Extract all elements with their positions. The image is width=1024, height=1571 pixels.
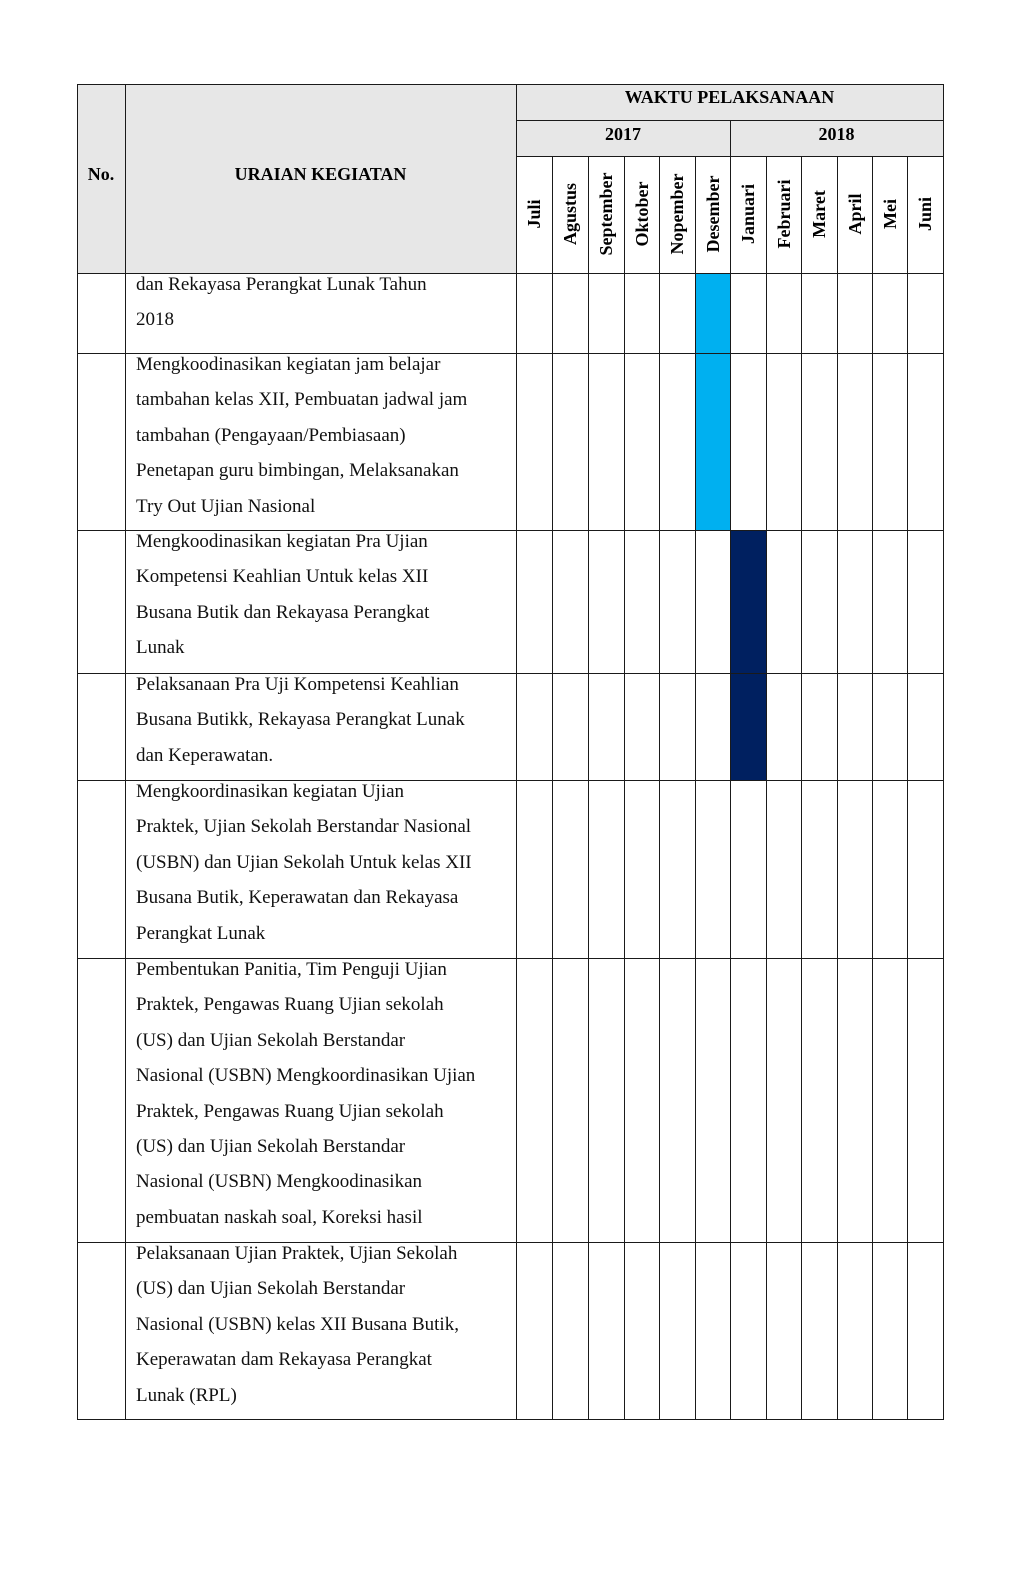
activity-description-line: Praktek, Pengawas Ruang Ujian sekolah — [136, 1100, 444, 1122]
activity-description-line: Lunak — [136, 637, 185, 659]
activity-description-line: Kompetensi Keahlian Untuk kelas XII — [136, 566, 429, 588]
gridline-vertical — [624, 156, 625, 1420]
activity-description-line: Pelaksanaan Pra Uji Kompetensi Keahlian — [136, 674, 459, 695]
schedule-cell-filled — [730, 530, 766, 673]
activity-description-line: Busana Butik, Keperawatan dan Rekayasa — [136, 887, 459, 909]
activity-description — [136, 774, 472, 951]
header-year-2017: 2017 — [605, 124, 641, 144]
gridline-vertical — [730, 120, 731, 1420]
activity-description — [136, 952, 475, 1235]
gridline-vertical — [907, 156, 908, 1420]
activity-description-line: tambahan kelas XII, Pembuatan jadwal jam — [136, 389, 468, 411]
schedule-cell-filled — [695, 353, 730, 530]
activity-description-line: dan Keperawatan. — [136, 744, 274, 766]
activity-description-line: Penetapan guru bimbingan, Melaksanakan — [136, 460, 459, 482]
activity-description-line: tambahan (Pengayaan/Pembiasaan) — [136, 424, 406, 446]
activity-description — [136, 1236, 459, 1413]
gridline-vertical — [872, 156, 873, 1420]
header-year-2018: 2018 — [818, 124, 855, 144]
gridline-vertical — [695, 156, 696, 1420]
activity-description — [136, 347, 467, 524]
activity-description-line: Perangkat Lunak — [136, 922, 266, 944]
header-waktu-pelaksanaan: WAKTU PELAKSANAAN — [624, 87, 835, 107]
activity-description-line: Nasional (USBN) kelas XII Busana Butik, — [136, 1313, 459, 1335]
activity-description-line: (USBN) dan Ujian Sekolah Untuk kelas XII — [136, 851, 472, 873]
activity-description-line: Pembentukan Panitia, Tim Penguji Ujian — [136, 959, 447, 980]
activity-description — [136, 667, 465, 773]
gridline-vertical — [552, 156, 553, 1420]
gridline-vertical — [659, 156, 660, 1420]
month-label: September — [596, 172, 616, 256]
activity-description-line: (US) dan Ujian Sekolah Berstandar — [136, 1029, 406, 1051]
activity-description-line: Nasional (USBN) Mengkoodinasikan — [136, 1171, 423, 1193]
activity-description-line: Pelaksanaan Ujian Praktek, Ujian Sekolah — [136, 1243, 458, 1264]
month-label: Mei — [879, 199, 900, 229]
activity-description-line: dan Rekayasa Perangkat Lunak Tahun — [136, 274, 427, 295]
activity-description-line: Busana Butikk, Rekayasa Perangkat Lunak — [136, 709, 465, 731]
activity-description-line: Keperawatan dam Rekayasa Perangkat — [136, 1349, 432, 1371]
gridline-vertical — [837, 156, 838, 1420]
header-uraian-kegiatan: URAIAN KEGIATAN — [234, 164, 407, 184]
activity-description-line: Mengkoodinasikan kegiatan jam belajar — [136, 354, 441, 375]
activity-description-line: (US) dan Ujian Sekolah Berstandar — [136, 1136, 406, 1158]
activity-description-line: Praktek, Pengawas Ruang Ujian sekolah — [136, 994, 444, 1016]
activity-description-line: 2018 — [136, 309, 174, 331]
gridline-vertical — [766, 156, 767, 1420]
month-label: Oktober — [631, 181, 652, 247]
month-label: Maret — [809, 190, 829, 238]
activity-description-line: pembuatan naskah soal, Koreksi hasil — [136, 1206, 423, 1228]
header-no: No. — [87, 164, 115, 184]
gridline-vertical — [801, 156, 802, 1420]
gridline-horizontal — [77, 84, 944, 85]
activity-description-line: Praktek, Ujian Sekolah Berstandar Nasional — [136, 816, 472, 838]
activity-description — [136, 524, 429, 666]
month-label: Juli — [524, 199, 544, 229]
schedule-cell-filled — [695, 273, 730, 353]
activity-description-line: Nasional (USBN) Mengkoordinasikan Ujian — [136, 1065, 476, 1087]
month-label: Januari — [738, 183, 758, 245]
activity-description-line: Lunak (RPL) — [136, 1384, 237, 1406]
schedule-cell-filled — [730, 673, 766, 780]
month-label: April — [844, 193, 865, 235]
activity-description-line: Busana Butik dan Rekayasa Perangkat — [136, 601, 430, 623]
gridline-horizontal — [77, 1419, 944, 1420]
month-label: Juni — [915, 196, 935, 232]
activity-description-line: Try Out Ujian Nasional — [136, 495, 316, 517]
gridline-vertical — [943, 84, 944, 1420]
activity-description-line: Mengkoordinasikan kegiatan Ujian — [136, 781, 405, 802]
month-label: Desember — [702, 175, 723, 253]
gridline-vertical — [125, 84, 126, 1420]
activity-description-line: Mengkoodinasikan kegiatan Pra Ujian — [136, 531, 428, 552]
month-label: Nopember — [667, 173, 687, 255]
month-label: Februari — [773, 179, 794, 249]
activity-description-line: (US) dan Ujian Sekolah Berstandar — [136, 1278, 406, 1300]
gridline-vertical — [588, 156, 589, 1420]
month-label: Agustus — [560, 182, 580, 246]
gridline-vertical — [77, 84, 78, 1420]
gridline-vertical — [516, 84, 517, 1420]
activity-description — [136, 267, 427, 338]
